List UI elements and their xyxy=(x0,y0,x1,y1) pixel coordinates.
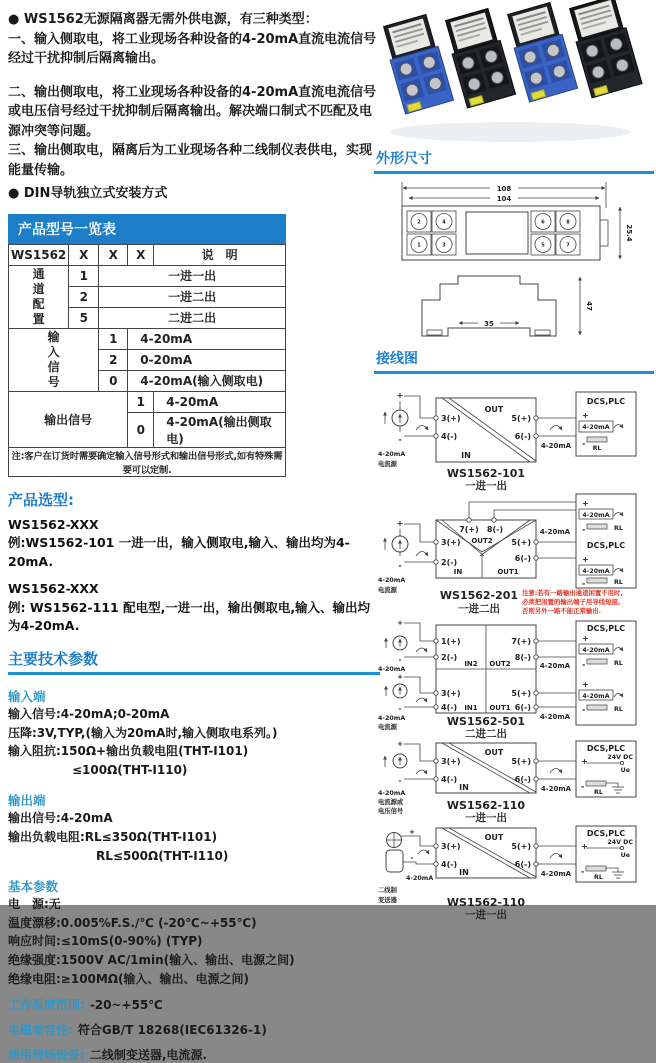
table-note: 注:客户在订货时需要确定输入信号形式和输出信号形式,如有特殊需要可以定制. xyxy=(9,447,286,476)
tech-line: 绝缘强度:1500V AC/1min(输入、输出、电源之间) xyxy=(8,952,295,967)
temp-range-label: 工作温度范围: xyxy=(8,998,85,1013)
terminal-label: 5(+) xyxy=(511,842,531,851)
wiring-diagram-ws1562-201 xyxy=(374,490,642,615)
basic-subtitle: 基本参数 xyxy=(8,879,59,895)
wiring-diagram-ws1562-501 xyxy=(374,615,642,740)
terminal-number: 5 xyxy=(541,242,545,249)
rl-label: RL xyxy=(614,579,623,586)
desc-cell: 一进一出 xyxy=(99,265,286,286)
svg-text:OUT: OUT xyxy=(484,748,504,757)
module-blue-2 xyxy=(505,2,578,102)
svg-text:4-20mA: 4-20mA xyxy=(582,693,610,700)
input-subtitle: 输入端 xyxy=(8,689,46,704)
svg-text:-: - xyxy=(581,867,585,876)
desc-cell: 0-20mA xyxy=(128,349,286,370)
dcs-label: DCS,PLC xyxy=(586,397,626,406)
svg-text:4-20mA: 4-20mA xyxy=(582,424,610,431)
x-cell: X xyxy=(69,244,99,265)
desc-cell: 一进二出 xyxy=(99,286,286,307)
rl-label: RL xyxy=(614,660,623,667)
terminal-label: 6(-) xyxy=(514,860,531,869)
wire-label: 4-20mA xyxy=(540,785,572,793)
diagram-type: 二进二出 xyxy=(465,728,507,740)
divider xyxy=(374,371,654,374)
desc-cell: 二进二出 xyxy=(99,307,286,328)
outline-title: 外形尺寸 xyxy=(376,151,432,167)
dcs-label: DCS,PLC xyxy=(586,624,626,633)
svg-text:+: + xyxy=(581,842,588,851)
source-label: 4-20mA xyxy=(378,715,406,722)
terminal-number: 7 xyxy=(566,242,570,249)
code-cell: 1 xyxy=(128,391,154,412)
table-row xyxy=(9,265,286,286)
tech-title: 主要技术参数 xyxy=(8,650,99,668)
devices-line xyxy=(8,1046,380,1063)
diagram-type: 一进二出 xyxy=(458,603,500,615)
svg-text:-: - xyxy=(398,561,402,570)
wire-label: 4-20mA xyxy=(539,713,571,721)
source-label: 电流源或 xyxy=(378,799,404,806)
warning-note: 注意:若有一路输出通道闲置不用时, xyxy=(522,589,623,597)
terminal-label: 4(-) xyxy=(441,703,458,712)
svg-text:OUT2: OUT2 xyxy=(489,660,511,668)
terminal-label: 3(+) xyxy=(441,842,461,851)
product-photo xyxy=(374,4,646,146)
svg-text:+: + xyxy=(409,828,415,836)
terminal-number: 1 xyxy=(417,242,421,249)
wiring-diagram-ws1562-110a xyxy=(374,737,642,822)
tech-line: 输入信号:4-20mA;0-20mA xyxy=(8,707,170,721)
svg-text:-: - xyxy=(398,656,402,664)
selection-section xyxy=(8,489,380,637)
code-cell: 0 xyxy=(128,412,154,447)
output-subtitle: 输出端 xyxy=(8,793,46,809)
terminal-label: 6(-) xyxy=(514,775,531,784)
terminal-label: 3(+) xyxy=(441,414,461,423)
diagram-model: WS1562-501 xyxy=(446,715,526,728)
ue-label: Ue xyxy=(620,767,630,774)
source-label: 电压信号 xyxy=(378,808,404,815)
terminal-label: 5(+) xyxy=(511,538,531,547)
code-cell: 2 xyxy=(69,286,99,307)
svg-text:-: - xyxy=(410,854,414,862)
svg-text:OUT1: OUT1 xyxy=(489,704,511,712)
tech-line: 输出信号:4-20mA xyxy=(8,811,113,826)
source-label: 4-20mA xyxy=(378,577,406,584)
terminal-label: 8(-) xyxy=(486,525,504,534)
table-row xyxy=(9,328,286,349)
intro-line-2: 二、输出侧取电，将工业现场各种设备的4-20mA直流电流信号或电压信号经过干扰抑制后隔离输出。解决端口制式不匹配及电源冲突等问题。 xyxy=(8,84,377,139)
svg-text:OUT: OUT xyxy=(484,833,504,842)
code-cell: 1 xyxy=(69,265,99,286)
tech-line: 输入阻抗:150Ω+输出负载电阻(THT-I101) xyxy=(8,744,249,759)
code-cell: 2 xyxy=(99,349,128,370)
terminal-label: 6(-) xyxy=(514,703,531,712)
tech-line: 输出负载电阻:RL≤350Ω(THT-I101) xyxy=(8,829,218,844)
devices-value: 二线制变送器,电流源. xyxy=(89,1048,207,1063)
svg-text:+: + xyxy=(582,555,589,564)
svg-text:OUT2: OUT2 xyxy=(471,537,493,545)
source-label: 4-20mA xyxy=(378,666,406,673)
desc-header: 说 明 xyxy=(154,244,286,265)
table-row xyxy=(9,244,286,265)
terminal-label: 4(-) xyxy=(441,775,458,784)
warning-note: 必须把闲置的输出端子用导线短接, xyxy=(522,598,621,606)
selection-example-1: 例:WS1562-101 一进一出，输入侧取电,输入、输出均为4-20mA. xyxy=(8,535,350,569)
wire-label: 4-20mA xyxy=(539,662,571,670)
svg-text:OUT1: OUT1 xyxy=(497,568,519,576)
tech-line: 响应时间:≤10mS(0-90%) (TYP) xyxy=(8,934,203,949)
group-label: 输入信号 xyxy=(9,328,99,391)
diagram-model: WS1562-101 xyxy=(446,467,526,480)
source-label: 4-20mA xyxy=(378,451,406,458)
svg-text:4-20mA: 4-20mA xyxy=(582,512,610,519)
tech-line: 绝缘电阻:≥100MΩ(输入、输出、电源之间) xyxy=(8,971,250,986)
right-column xyxy=(374,4,654,920)
code-cell: 1 xyxy=(99,328,128,349)
rl-label: RL xyxy=(594,874,603,881)
svg-text:+: + xyxy=(581,757,588,766)
svg-text:IN: IN xyxy=(453,568,463,576)
svg-text:-: - xyxy=(582,525,586,534)
desc-cell: 4-20mA xyxy=(128,328,286,349)
svg-text:IN: IN xyxy=(459,868,469,877)
terminal-label: 3(+) xyxy=(441,689,461,698)
svg-text:+: + xyxy=(582,680,589,689)
svg-text:-: - xyxy=(582,660,586,669)
svg-text:IN: IN xyxy=(459,783,469,792)
source-label: 变送器 xyxy=(378,897,397,904)
model-table-title: 产品型号一览表 xyxy=(8,214,286,244)
diagram-model: WS1562-110 xyxy=(446,896,526,909)
module-black-2 xyxy=(567,0,642,98)
diagram-type: 一进一出 xyxy=(465,812,507,824)
terminal-number: 6 xyxy=(541,219,545,226)
rl-label: RL xyxy=(592,445,602,452)
group-label: 输出信号 xyxy=(9,391,128,447)
model-table xyxy=(8,214,286,477)
svg-text:+: + xyxy=(396,519,404,528)
code-cell: 5 xyxy=(69,307,99,328)
module-blue-1 xyxy=(381,14,454,114)
terminal-number: 4 xyxy=(442,219,446,226)
source-label: 电流源 xyxy=(378,724,397,731)
table-row xyxy=(9,391,286,412)
wire-label: 4-20mA xyxy=(540,442,572,450)
svg-text:+: + xyxy=(582,499,589,508)
svg-text:-: - xyxy=(398,705,402,713)
module-black-1 xyxy=(443,8,516,108)
terminal-label: 6(-) xyxy=(514,432,531,441)
intro-text xyxy=(8,10,380,204)
terminal-label: 7(+) xyxy=(511,637,531,646)
dim-47: 47 xyxy=(585,301,593,311)
wiring-diagram-ws1562-110b xyxy=(374,822,642,920)
svg-text:OUT: OUT xyxy=(484,405,504,414)
intro-bullet-2: ● DIN导轨独立式安装方式 xyxy=(8,186,168,201)
svg-text:IN: IN xyxy=(461,451,471,460)
selection-model-2: WS1562-XXX xyxy=(8,580,99,596)
source-label: 4-20mA xyxy=(378,790,406,797)
terminal-label: 3(+) xyxy=(441,538,461,547)
supply-label: 24V DC xyxy=(607,839,633,846)
divider xyxy=(374,171,654,174)
tech-line: 温度漂移:0.005%F.S./℃ (-20℃~+55℃) xyxy=(8,915,257,930)
outline-dimension-drawing xyxy=(374,178,642,346)
svg-text:+: + xyxy=(397,673,403,681)
wire-label: 4-20mA xyxy=(540,870,572,878)
svg-text:+: + xyxy=(396,391,404,400)
tech-params-section xyxy=(8,648,380,1063)
tech-line: 压降:3V,TYP,(输入为20mA时,输入侧取电系列。) xyxy=(8,725,278,740)
diagram-type: 一进一出 xyxy=(465,909,507,921)
devices-label: 适用现场设备: xyxy=(8,1048,85,1063)
desc-cell: 4-20mA xyxy=(154,391,286,412)
terminal-label: 4(-) xyxy=(441,860,458,869)
intro-line-3: 三、输出侧取电，隔离后为工业现场各种二线制仪表供电，实现能量传输。 xyxy=(8,143,373,178)
emc-label: 电磁兼容性: xyxy=(8,1023,73,1038)
supply-label: 24V DC xyxy=(607,754,633,761)
terminal-label: 5(+) xyxy=(511,689,531,698)
desc-cell: 4-20mA(输入侧取电) xyxy=(128,370,286,391)
temp-range-value: -20~+55℃ xyxy=(89,998,163,1013)
terminal-number: 8 xyxy=(566,219,570,226)
svg-text:+: + xyxy=(582,634,589,643)
terminal-number: 2 xyxy=(417,219,421,226)
terminal-label: 2(-) xyxy=(441,653,458,662)
selection-title: 产品选型: xyxy=(8,490,74,509)
left-column xyxy=(8,10,380,1063)
dim-35: 35 xyxy=(484,320,494,328)
selection-model-1: WS1562-XXX xyxy=(8,516,99,532)
diagram-model: WS1562-201 xyxy=(439,589,519,602)
terminal-label: 1(+) xyxy=(441,637,461,646)
dim-25-4: 25.4 xyxy=(625,224,633,242)
x-cell: X xyxy=(128,244,154,265)
terminal-number: 3 xyxy=(442,242,446,249)
wire-label: 4-20mA xyxy=(539,528,571,536)
desc-cell: 4-20mA(输出侧取电) xyxy=(154,412,286,447)
dim-108: 108 xyxy=(496,185,512,193)
intro-line-1: 一、输入侧取电，将工业现场各种设备的4-20mA直流电流信号经过干扰抑制后隔离输出。 xyxy=(8,31,377,66)
wiring-title: 接线图 xyxy=(376,351,418,367)
terminal-label: 8(-) xyxy=(514,653,531,662)
terminal-label: 5(+) xyxy=(511,414,531,423)
terminal-label: 4(-) xyxy=(441,432,458,441)
rl-label: RL xyxy=(594,789,603,796)
terminal-label: 7(+) xyxy=(459,525,479,534)
svg-text:4-20mA: 4-20mA xyxy=(582,568,610,575)
intro-bullet-1: ● WS1562无源隔离器无需外供电源，有三种类型： xyxy=(8,12,318,27)
svg-text:-: - xyxy=(582,705,586,714)
diagram-type: 一进一出 xyxy=(465,480,507,492)
tech-line: 电 源:无 xyxy=(8,897,61,912)
svg-text:IN2: IN2 xyxy=(464,660,478,668)
terminal-label: 2(-) xyxy=(441,558,458,567)
tech-line: RL≤500Ω(THT-I110) xyxy=(96,848,229,863)
model-cell: WS1562 xyxy=(9,244,69,265)
selection-example-2: 例: WS1562-111 配电型,一进一出，输出侧取电,输入、输出均为4-20mA. xyxy=(8,599,371,634)
warning-note: 否则另外一路不能正常输出. xyxy=(522,607,602,615)
svg-text:+: + xyxy=(397,619,403,627)
terminal-label: 6(-) xyxy=(514,554,531,563)
divider xyxy=(8,672,380,675)
svg-text:-: - xyxy=(582,579,586,588)
x-cell: X xyxy=(99,244,128,265)
emc-line xyxy=(8,1021,380,1038)
svg-text:-: - xyxy=(398,777,402,785)
dim-104: 104 xyxy=(496,195,512,203)
temp-range-line xyxy=(8,996,380,1013)
tech-line: ≤100Ω(THT-I110) xyxy=(72,762,188,777)
svg-text:4-20mA: 4-20mA xyxy=(582,647,610,654)
dcs-label: DCS,PLC xyxy=(586,541,626,550)
group-label: 通道配置 xyxy=(9,265,69,328)
dcs-label: DCS,PLC xyxy=(586,744,626,753)
source-label: 电流源 xyxy=(378,461,397,468)
code-cell: 0 xyxy=(99,370,128,391)
emc-value: 符合GB/T 18268(IEC61326-1) xyxy=(77,1023,267,1038)
source-label: 电流源 xyxy=(378,587,397,594)
source-label: 4-20mA xyxy=(406,875,434,882)
svg-text:+: + xyxy=(582,411,589,420)
rl-label: RL xyxy=(614,706,623,713)
diagram-model: WS1562-110 xyxy=(446,799,526,812)
svg-text:-: - xyxy=(398,435,402,444)
ue-label: Ue xyxy=(620,852,630,859)
terminal-label: 5(+) xyxy=(511,757,531,766)
source-label: 二线制 xyxy=(378,887,397,894)
svg-text:-: - xyxy=(581,782,585,791)
table-row xyxy=(9,447,286,476)
svg-text:+: + xyxy=(397,740,403,748)
wiring-diagram-ws1562-101 xyxy=(374,378,642,490)
dcs-label: DCS,PLC xyxy=(586,829,626,838)
svg-text:-: - xyxy=(582,439,586,448)
terminal-label: 3(+) xyxy=(441,757,461,766)
svg-text:IN1: IN1 xyxy=(464,704,478,712)
rl-label: RL xyxy=(614,525,623,532)
